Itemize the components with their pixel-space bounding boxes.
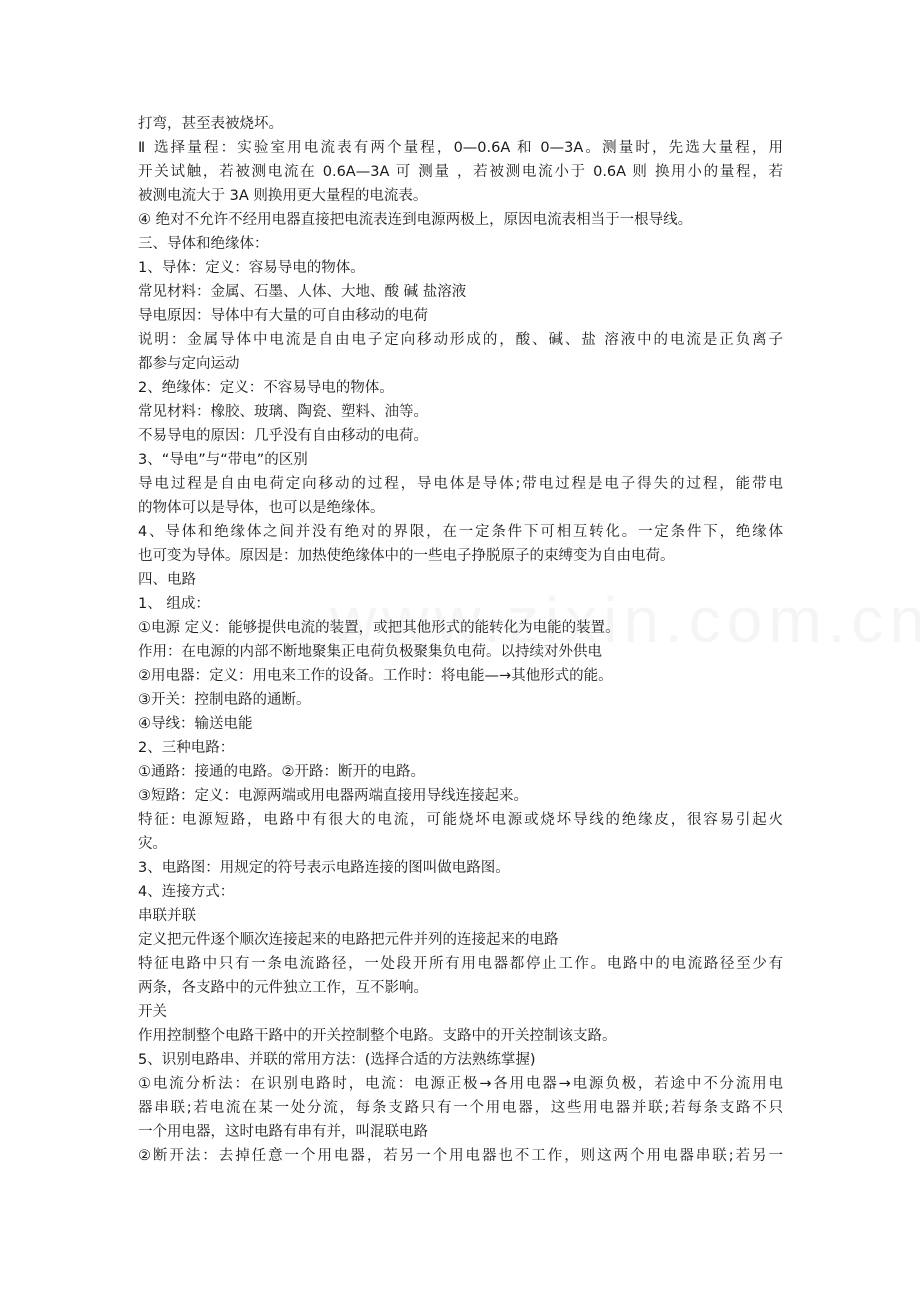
- text-line: ②断开法：去掉任意一个用电器，若另一个用电器也不工作，则这两个用电器串联;若另一: [138, 1148, 783, 1164]
- text-line: 导电原因：导体中有大量的可自由移动的电荷: [138, 308, 428, 324]
- text-line: 说明：金属导体中电流是自由电子定向移动形成的，酸、碱、盐 溶液中的电流是正负离子: [138, 332, 783, 348]
- text-line: 两条，各支路中的元件独立工作，互不影响。: [138, 980, 428, 996]
- text-line: ④ 绝对不允许不经用电器直接把电流表连到电源两极上，原因电流表相当于一根导线。: [138, 212, 693, 228]
- text-line: 打弯，甚至表被烧坏。: [138, 116, 283, 132]
- text-line: 作用控制整个电路干路中的开关控制整个电路。支路中的开关控制该支路。: [138, 1028, 617, 1044]
- text-line: 5、识别电路串、并联的常用方法：(选择合适的方法熟练掌握): [138, 1052, 536, 1068]
- text-line: 3、电路图：用规定的符号表示电路连接的图叫做电路图。: [138, 860, 510, 876]
- text-line: 也可变为导体。原因是：加热使绝缘体中的一些电子挣脱原子的束缚变为自由电荷。: [138, 548, 675, 564]
- text-line: 导电过程是自由电荷定向移动的过程，导电体是导体;带电过程是电子得失的过程，能带电: [138, 476, 783, 492]
- text-line: ③开关：控制电路的通断。: [138, 692, 311, 708]
- text-line: 灾。: [138, 836, 167, 852]
- text-line: 2、绝缘体：定义：不容易导电的物体。: [138, 380, 394, 396]
- text-line: ④导线：输送电能: [138, 716, 253, 732]
- text-line: 1、导体：定义：容易导电的物体。: [138, 260, 365, 276]
- text-line: 4、导体和绝缘体之间并没有绝对的界限，在一定条件下可相互转化。一定条件下，绝缘体: [138, 524, 783, 540]
- text-line: 都参与定向运动: [138, 356, 240, 372]
- text-line: 作用：在电源的内部不断地聚集正电荷负极聚集负电荷。以持续对外供电: [138, 644, 602, 660]
- text-line: ③短路：定义：电源两端或用电器两端直接用导线连接起来。: [138, 788, 528, 804]
- text-line: 的物体可以是导体，也可以是绝缘体。: [138, 500, 385, 516]
- text-line: 定义把元件逐个顺次连接起来的电路把元件并列的连接起来的电路: [138, 932, 559, 948]
- text-line: 一个用电器，这时电路有串有并，叫混联电路: [138, 1124, 428, 1140]
- text-line: ①电流分析法：在识别电路时，电流：电源正极→各用电器→电源负极，若途中不分流用电: [138, 1076, 783, 1092]
- text-line: 被测电流大于 3A 则换用更大量程的电流表。: [138, 188, 428, 204]
- text-line: 常见材料：金属、石墨、人体、大地、酸 碱 盐溶液: [138, 284, 467, 300]
- text-line: Ⅱ 选择量程：实验室用电流表有两个量程，0—0.6A 和 0—3A。测量时，先选大量程，用: [138, 140, 783, 156]
- text-line: 常见材料：橡胶、玻璃、陶瓷、塑料、油等。: [138, 404, 428, 420]
- document-body: [138, 112, 783, 1168]
- text-line: 特征电路中只有一条电流路径，一处段开所有用电器都停止工作。电路中的电流路径至少有: [138, 956, 783, 972]
- text-line: 特征: 电源短路，电路中有很大的电流，可能烧坏电源或烧坏导线的绝缘皮，很容易引起火: [138, 812, 783, 828]
- text-line: 4、连接方式：: [138, 884, 235, 900]
- text-line: ①电源 定义：能够提供电流的装置，或把其他形式的能转化为电能的装置。: [138, 620, 620, 636]
- text-line: 3、“导电”与“带电”的区别: [138, 452, 308, 468]
- text-line: 三、导体和绝缘体：: [138, 236, 269, 252]
- text-line: 器串联;若电流在某一处分流，每条支路只有一个用电器，这些用电器并联;若每条支路不只: [138, 1100, 783, 1116]
- text-line: 1、 组成：: [138, 596, 210, 612]
- text-line: 开关试触，若被测电流在 0.6A—3A 可 测量 ，若被测电流小于 0.6A 则 换用小的量程，若: [138, 164, 783, 180]
- text-line: 2、三种电路：: [138, 740, 235, 756]
- text-line: ①通路：接通的电路。②开路：断开的电路。: [138, 764, 425, 780]
- text-line: 串联并联: [138, 908, 196, 924]
- text-line: 开关: [138, 1004, 167, 1020]
- text-line: ②用电器：定义：用电来工作的设备。工作时：将电能—→其他形式的能。: [138, 668, 613, 684]
- text-line: 四、电路: [138, 572, 196, 588]
- text-line: 不易导电的原因：几乎没有自由移动的电荷。: [138, 428, 428, 444]
